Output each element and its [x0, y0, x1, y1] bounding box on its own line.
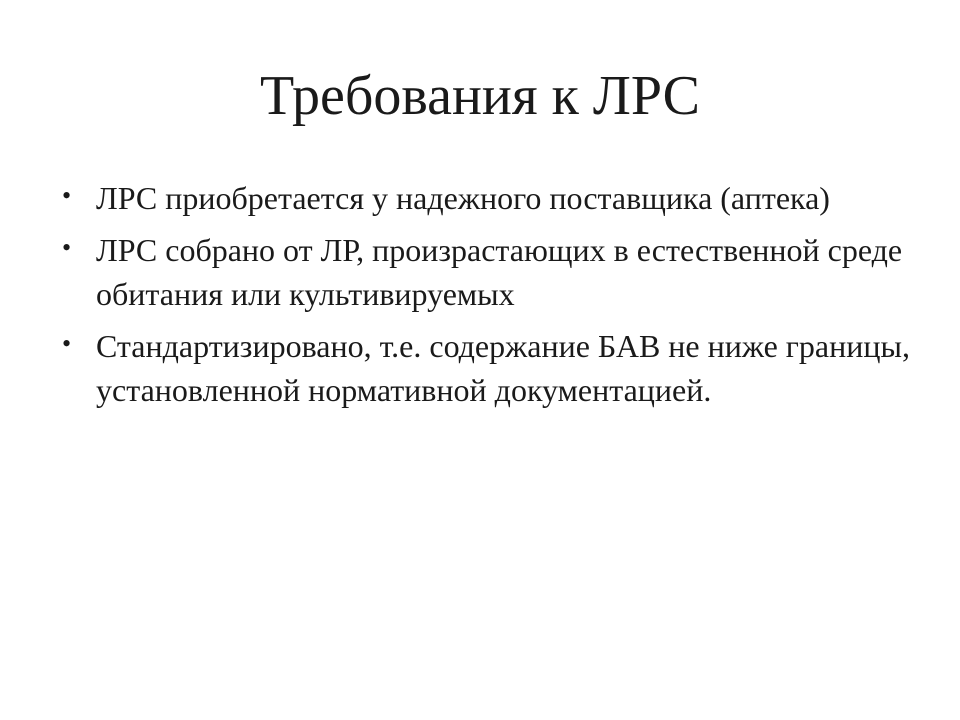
bullet-item — [56, 324, 916, 412]
bullet-dot-icon: • — [62, 329, 72, 358]
bullet-item — [56, 176, 916, 220]
slide-title: Требования к ЛРС — [259, 65, 701, 127]
bullet-item — [56, 228, 916, 316]
bullet-text: ЛРС собрано от ЛР, произрастающих в естественной среде обитания или культивируемых — [96, 232, 903, 312]
bullet-text: ЛРС приобретается у надежного поставщика (аптека) — [96, 180, 830, 216]
bullet-dot-icon: • — [62, 181, 72, 210]
bullet-dot-icon: • — [62, 233, 72, 262]
bullet-text: Стандартизировано, т.е. содержание БАВ не ниже границы, установленной нормативной документацией. — [96, 328, 910, 408]
bullet-list — [56, 176, 916, 420]
